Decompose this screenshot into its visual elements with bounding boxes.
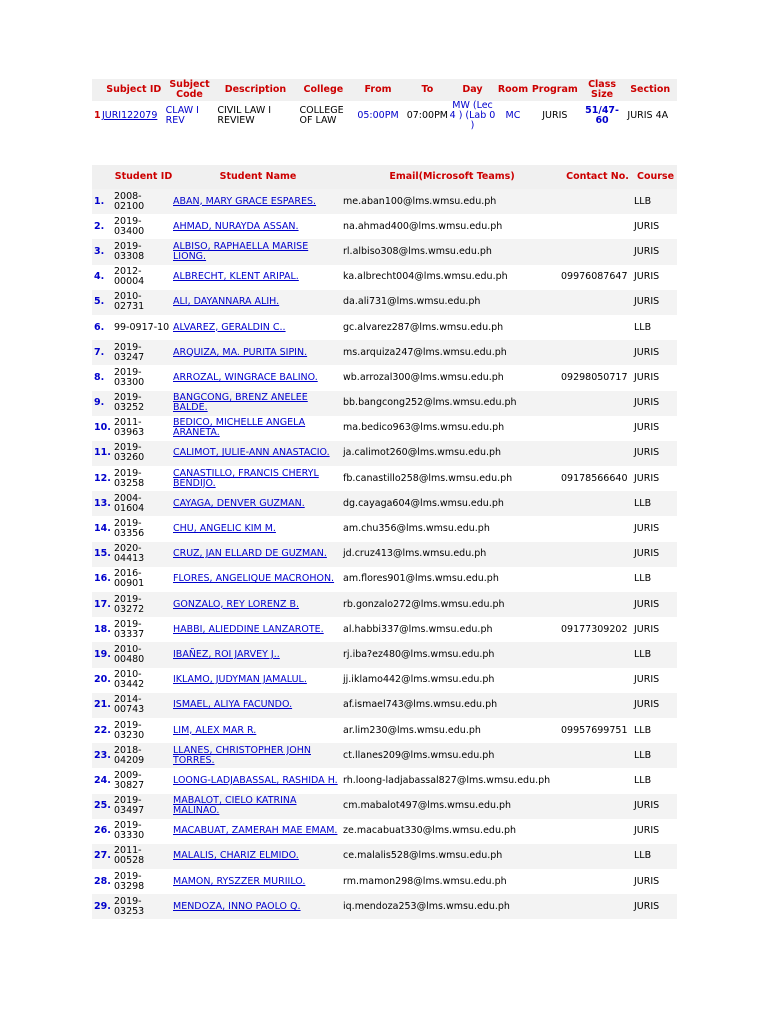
- student-id: 2019-03337: [114, 618, 145, 640]
- student-email: bb.bangcong252@lms.wmsu.edu.ph: [343, 397, 517, 409]
- subject-day: MW (Lec 4 ) (Lab 0 ): [449, 100, 496, 131]
- student-id: 2011-03963: [114, 417, 145, 439]
- student-course: JURIS: [634, 699, 660, 711]
- student-course: JURIS: [634, 422, 660, 434]
- table-row: [92, 516, 677, 541]
- student-course: JURIS: [634, 447, 660, 459]
- subject-row-number: 1: [94, 110, 101, 121]
- row-number: 5.: [94, 296, 105, 308]
- student-name-link[interactable]: CANASTILLO, FRANCIS CHERYL BENDIJO.: [173, 467, 319, 489]
- student-email: da.ali731@lms.wmsu.edu.ph: [343, 296, 481, 308]
- student-email: ce.malalis528@lms.wmsu.edu.ph: [343, 850, 503, 862]
- student-name-link[interactable]: ALI, DAYANNARA ALIH.: [173, 296, 280, 308]
- student-name-link[interactable]: CALIMOT, JULIE-ANN ANASTACIO.: [173, 447, 330, 459]
- student-name-link[interactable]: LLANES, CHRISTOPHER JOHN TORRES.: [173, 744, 311, 766]
- student-course: JURIS: [634, 875, 660, 887]
- student-id: 2010-03442: [114, 669, 145, 691]
- table-row: [92, 542, 677, 567]
- student-id: 2010-02731: [114, 291, 145, 313]
- header-program: Program: [531, 84, 578, 95]
- subject-id-link[interactable]: JURI122079: [101, 110, 158, 121]
- student-contact: [561, 315, 634, 340]
- student-course: LLB: [634, 724, 652, 736]
- row-number: 13.: [94, 497, 111, 509]
- student-id: 2019-03247: [114, 341, 145, 363]
- student-name-link[interactable]: CAYAGA, DENVER GUZMAN.: [173, 497, 305, 509]
- student-email: ar.lim230@lms.wmsu.edu.ph: [343, 724, 481, 736]
- student-course: LLB: [634, 497, 652, 509]
- student-id: 2019-03356: [114, 518, 145, 540]
- subject-table: [92, 79, 677, 131]
- subject-program: JURIS: [542, 110, 568, 121]
- student-id: 2019-03300: [114, 366, 145, 388]
- table-row: [92, 844, 677, 869]
- student-contact: 09177309202: [561, 623, 628, 635]
- row-number: 15.: [94, 548, 111, 560]
- row-number: 12.: [94, 472, 111, 484]
- student-contact: [561, 693, 634, 718]
- student-contact: [561, 542, 634, 567]
- student-email: jj.iklamo442@lms.wmsu.edu.ph: [343, 674, 495, 686]
- table-row: [92, 365, 677, 390]
- student-course: LLB: [634, 573, 652, 585]
- student-email: wb.arrozal300@lms.wmsu.edu.ph: [343, 371, 504, 383]
- student-id: 2019-03308: [114, 240, 145, 262]
- student-course: LLB: [634, 774, 652, 786]
- student-id: 2012-00004: [114, 266, 145, 288]
- student-contact: [561, 214, 634, 239]
- student-name-link[interactable]: AHMAD, NURAYDA ASSAN.: [173, 220, 299, 232]
- student-contact: [561, 668, 634, 693]
- table-row: [92, 441, 677, 466]
- table-row: [92, 466, 677, 491]
- row-number: 19.: [94, 648, 111, 660]
- student-email: am.flores901@lms.wmsu.edu.ph: [343, 573, 499, 585]
- student-id: 2016-00901: [114, 568, 145, 590]
- row-number: 16.: [94, 573, 111, 585]
- table-row: [92, 567, 677, 592]
- table-row: [92, 265, 677, 290]
- header-student-id: Student ID: [114, 171, 173, 182]
- subject-to: 07:00PM: [406, 110, 449, 121]
- subject-college: COLLEGE OF LAW: [299, 105, 344, 126]
- student-email: dg.cayaga604@lms.wmsu.edu.ph: [343, 497, 504, 509]
- student-course: JURIS: [634, 397, 660, 409]
- student-email: iq.mendoza253@lms.wmsu.edu.ph: [343, 900, 510, 912]
- student-name-link[interactable]: MABALOT, CIELO KATRINA MALINAO.: [173, 795, 297, 817]
- student-email: ja.calimot260@lms.wmsu.edu.ph: [343, 447, 502, 459]
- table-row: [92, 718, 677, 743]
- table-row: [92, 642, 677, 667]
- student-id: 2009-30827: [114, 769, 145, 791]
- row-number: 9.: [94, 397, 105, 409]
- student-contact: 09957699751: [561, 724, 628, 736]
- row-number: 21.: [94, 699, 111, 711]
- student-id: 2019-03298: [114, 870, 145, 892]
- row-number: 6.: [94, 321, 105, 333]
- student-name-link[interactable]: IKLAMO, JUDYMAN JAMALUL.: [173, 674, 307, 686]
- student-id: 2014-00743: [114, 694, 145, 716]
- student-contact: [561, 416, 634, 441]
- student-course: JURIS: [634, 623, 660, 635]
- header-email: Email(Microsoft Teams): [389, 171, 515, 182]
- table-row: [92, 794, 677, 819]
- table-row: [92, 239, 677, 264]
- row-number: 4.: [94, 271, 105, 283]
- student-name-link[interactable]: MAMON, RYSZZER MURIILO.: [173, 875, 306, 887]
- student-name-link[interactable]: ISMAEL, ALIYA FACUNDO.: [173, 699, 293, 711]
- table-row: [92, 340, 677, 365]
- table-row: [92, 819, 677, 844]
- student-name-link[interactable]: MACABUAT, ZAMERAH MAE EMAM.: [173, 825, 338, 837]
- student-course: JURIS: [634, 674, 660, 686]
- student-id: 2019-03252: [114, 392, 145, 414]
- student-name-link[interactable]: HABBI, ALIEDDINE LANZAROTE.: [173, 623, 324, 635]
- student-email: rj.iba?ez480@lms.wmsu.edu.ph: [343, 648, 495, 660]
- header-room: Room: [497, 84, 529, 95]
- student-contact: [561, 869, 634, 894]
- student-email: fb.canastillo258@lms.wmsu.edu.ph: [343, 472, 513, 484]
- student-name-link[interactable]: LIM, ALEX MAR R.: [173, 724, 257, 736]
- header-contact: Contact No.: [566, 171, 629, 182]
- row-number: 22.: [94, 724, 111, 736]
- student-email: ka.albrecht004@lms.wmsu.edu.ph: [343, 271, 508, 283]
- subject-code: CLAW I REV: [165, 105, 199, 126]
- row-number: 10.: [94, 422, 111, 434]
- student-email: af.ismael743@lms.wmsu.edu.ph: [343, 699, 498, 711]
- student-course: JURIS: [634, 825, 660, 837]
- student-email: ze.macabuat330@lms.wmsu.edu.ph: [343, 825, 517, 837]
- student-contact: [561, 441, 634, 466]
- student-id: 2019-03400: [114, 215, 145, 237]
- table-row: [92, 617, 677, 642]
- student-contact: [561, 567, 634, 592]
- table-row: [92, 693, 677, 718]
- row-number: 29.: [94, 900, 111, 912]
- subject-row: [92, 101, 677, 131]
- student-name-link[interactable]: BANGCONG, BRENZ ANELEE BALDE.: [173, 392, 308, 414]
- subject-description: CIVIL LAW I REVIEW: [217, 105, 272, 126]
- row-number: 14.: [94, 523, 111, 535]
- student-course: JURIS: [634, 900, 660, 912]
- subject-class-size: 51/47-60: [585, 105, 619, 126]
- table-row: [92, 768, 677, 793]
- subject-room: MC: [505, 110, 521, 121]
- student-email: ms.arquiza247@lms.wmsu.edu.ph: [343, 346, 507, 358]
- row-number: 26.: [94, 825, 111, 837]
- table-row: [92, 491, 677, 516]
- student-name-link[interactable]: MALALIS, CHARIZ ELMIDO.: [173, 850, 299, 862]
- row-number: 3.: [94, 245, 105, 257]
- student-name-link[interactable]: FLORES, ANGELIQUE MACROHON.: [173, 573, 335, 585]
- row-number: 8.: [94, 371, 105, 383]
- student-id: 2019-03330: [114, 820, 145, 842]
- student-course: JURIS: [634, 472, 660, 484]
- student-contact: [561, 491, 634, 516]
- row-number: 27.: [94, 850, 111, 862]
- row-number: 20.: [94, 674, 111, 686]
- student-id: 2020-04413: [114, 543, 145, 565]
- table-row: [92, 743, 677, 768]
- student-course: LLB: [634, 850, 652, 862]
- student-email: gc.alvarez287@lms.wmsu.edu.ph: [343, 321, 504, 333]
- student-name-link[interactable]: CHU, ANGELIC KIM M.: [173, 523, 276, 535]
- student-name-link[interactable]: IBAÑEZ, ROI JARVEY J..: [173, 648, 280, 660]
- row-number: 25.: [94, 800, 111, 812]
- header-student-name: Student Name: [219, 171, 297, 182]
- header-day: Day: [462, 84, 483, 95]
- student-name-link[interactable]: ALBISO, RAPHAELLA MARISE LIONG.: [173, 240, 309, 262]
- header-section: Section: [630, 84, 671, 95]
- student-course: JURIS: [634, 346, 660, 358]
- student-contact: [561, 894, 634, 919]
- student-contact: [561, 290, 634, 315]
- row-number: 18.: [94, 623, 111, 635]
- student-name-link[interactable]: MENDOZA, INNO PAOLO Q.: [173, 900, 301, 912]
- student-id: 2018-04209: [114, 744, 145, 766]
- student-email: ma.bedico963@lms.wmsu.edu.ph: [343, 422, 505, 434]
- student-course: JURIS: [634, 548, 660, 560]
- subject-from: 05:00PM: [357, 110, 399, 121]
- student-contact: [561, 844, 634, 869]
- student-contact: [561, 794, 634, 819]
- student-email: rb.gonzalo272@lms.wmsu.edu.ph: [343, 598, 505, 610]
- student-id: 2019-03253: [114, 895, 145, 917]
- student-course: JURIS: [634, 245, 660, 257]
- student-email: rm.mamon298@lms.wmsu.edu.ph: [343, 875, 507, 887]
- row-number: 24.: [94, 774, 111, 786]
- student-id: 2019-03272: [114, 593, 145, 615]
- student-name-link[interactable]: ABAN, MARY GRACE ESPARES.: [173, 195, 317, 207]
- student-name-link[interactable]: ALBRECHT, KLENT ARIPAL.: [173, 271, 299, 283]
- student-contact: [561, 340, 634, 365]
- student-contact: [561, 819, 634, 844]
- student-course: JURIS: [634, 296, 660, 308]
- student-contact: [561, 391, 634, 416]
- row-number: 11.: [94, 447, 111, 459]
- student-name-link[interactable]: CRUZ, JAN ELLARD DE GUZMAN.: [173, 548, 327, 560]
- student-email: na.ahmad400@lms.wmsu.edu.ph: [343, 220, 503, 232]
- table-row: [92, 391, 677, 416]
- table-row: [92, 592, 677, 617]
- student-course: LLB: [634, 648, 652, 660]
- student-contact: [561, 642, 634, 667]
- table-row: [92, 894, 677, 919]
- header-description: Description: [224, 84, 287, 95]
- student-contact: [561, 743, 634, 768]
- student-email: rl.albiso308@lms.wmsu.edu.ph: [343, 245, 492, 257]
- student-id: 2019-03230: [114, 719, 145, 741]
- student-header-row: [92, 165, 677, 189]
- student-course: JURIS: [634, 371, 660, 383]
- student-course: LLB: [634, 321, 652, 333]
- student-course: JURIS: [634, 523, 660, 535]
- student-id: 2019-03260: [114, 442, 145, 464]
- student-name-link[interactable]: GONZALO, REY LORENZ B.: [173, 598, 300, 610]
- student-email: me.aban100@lms.wmsu.edu.ph: [343, 195, 497, 207]
- student-id: 99-0917-10: [114, 321, 170, 333]
- table-row: [92, 416, 677, 441]
- student-contact: 09178566640: [561, 472, 628, 484]
- student-contact: [561, 239, 634, 264]
- student-name-link[interactable]: BEDICO, MICHELLE ANGELA ARANETA.: [173, 417, 306, 439]
- student-name-link[interactable]: ALVAREZ, GERALDIN C..: [173, 321, 286, 333]
- student-contact: 09976087647: [561, 271, 628, 283]
- student-email: rh.loong-ladjabassal827@lms.wmsu.edu.ph: [343, 774, 551, 786]
- student-course: JURIS: [634, 598, 660, 610]
- student-email: am.chu356@lms.wmsu.edu.ph: [343, 523, 490, 535]
- student-contact: [561, 516, 634, 541]
- student-email: jd.cruz413@lms.wmsu.edu.ph: [343, 548, 487, 560]
- student-course: JURIS: [634, 800, 660, 812]
- header-subject-id: Subject ID: [106, 84, 162, 95]
- student-name-link[interactable]: ARROZAL, WINGRACE BALINO.: [173, 371, 318, 383]
- subject-section: JURIS 4A: [627, 110, 669, 121]
- student-course: LLB: [634, 749, 652, 761]
- row-number: 17.: [94, 598, 111, 610]
- student-contact: [561, 768, 634, 793]
- student-email: ct.llanes209@lms.wmsu.edu.ph: [343, 749, 495, 761]
- row-number: 23.: [94, 749, 111, 761]
- table-row: [92, 315, 677, 340]
- student-email: cm.mabalot497@lms.wmsu.edu.ph: [343, 800, 512, 812]
- student-name-link[interactable]: ARQUIZA, MA. PURITA SIPIN.: [173, 346, 308, 358]
- table-row: [92, 290, 677, 315]
- row-number: 28.: [94, 875, 111, 887]
- student-id: 2011-00528: [114, 845, 145, 867]
- student-id: 2019-03258: [114, 467, 145, 489]
- table-row: [92, 214, 677, 239]
- header-to: To: [421, 84, 434, 95]
- table-row: [92, 668, 677, 693]
- student-course: LLB: [634, 195, 652, 207]
- student-table: [92, 165, 677, 919]
- header-course: Course: [636, 171, 675, 182]
- student-contact: 09298050717: [561, 371, 628, 383]
- student-contact: [561, 189, 634, 214]
- header-from: From: [364, 84, 392, 95]
- row-number: 7.: [94, 346, 105, 358]
- table-row: [92, 869, 677, 894]
- student-id: 2019-03497: [114, 795, 145, 817]
- row-number: 1.: [94, 195, 105, 207]
- subject-header-row: [92, 79, 677, 101]
- student-id: 2010-00480: [114, 643, 145, 665]
- row-number: 2.: [94, 220, 105, 232]
- header-college: College: [303, 84, 344, 95]
- table-row: [92, 189, 677, 214]
- header-class-size: Class Size: [588, 79, 617, 100]
- student-name-link[interactable]: LOONG-LADJABASSAL, RASHIDA H.: [173, 774, 338, 786]
- header-subject-code: Subject Code: [169, 79, 210, 100]
- student-id: 2008-02100: [114, 190, 145, 212]
- student-email: al.habbi337@lms.wmsu.edu.ph: [343, 623, 493, 635]
- student-course: JURIS: [634, 220, 660, 232]
- student-course: JURIS: [634, 271, 660, 283]
- student-id: 2004-01604: [114, 492, 145, 514]
- student-contact: [561, 592, 634, 617]
